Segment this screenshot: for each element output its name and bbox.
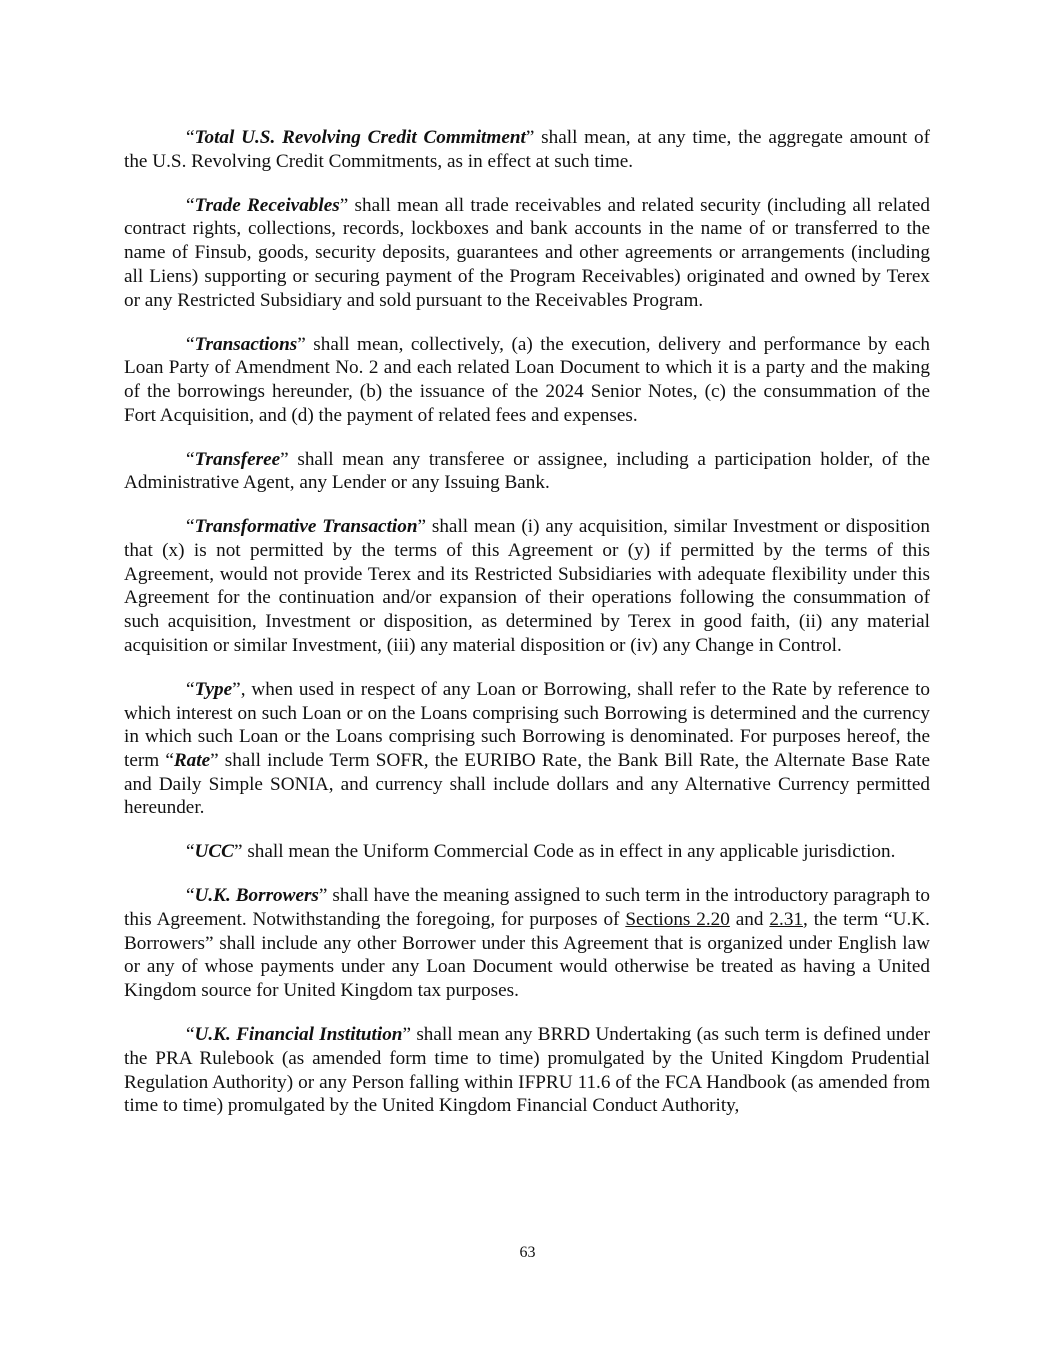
defined-term: U.K. Financial Institution [194,1024,403,1046]
defined-term: Trade Receivables [194,194,340,216]
defined-term: Type [194,678,233,700]
definition-uk-financial-institution: “U.K. Financial Institution” shall mean any BRRD Undertaking (as such term is defined under the PRA Rulebook (as amended form time to time) promulgated by the United Kingdom Prudential Regulation Authority) or any Person falling within IFPRU 11.6 of the FCA Handbook (as amended from time to time) promulgated by the United Kingdom Financial Conduct Authority, [124,1024,930,1117]
definition-transformative-transaction: “Transformative Transaction” shall mean (i) any acquisition, similar Investment or disposition that (x) is not permitted by the terms of this Agreement or (y) if permitted by the terms of this Agreement, would not provide Terex and its Restricted Subsidiaries with adequate flexibility under this Agreement for the continuation and/or expansion of their operations following the consummation of such acquisition, Investment or disposition, as determined by Terex in good faith, (ii) any material acquisition or similar Investment, (iii) any material disposition or (iv) any Change in Control. [124,516,930,656]
definition-text: shall mean, at any time, the aggregate amount of the U.S. Revolving Credit Commitments, as in effect at such time. [124,127,930,172]
definition-transferee: “Transferee” shall mean any transferee or assignee, including a participation holder, of the Administrative Agent, any Lender or any Issuing Bank. [124,448,930,494]
definition-text: , when used in respect of any Loan or Borrowing, shall refer to the Rate by reference to which interest on such Loan or on the Loans comprising such Borrowing is determined and the currency in which such Loan or the Loans comprising such Borrowing is denominated. For purposes hereof, the term “ [124,678,930,771]
definition-total-us-revolving-credit-commitment: “Total U.S. Revolving Credit Commitment” shall mean, at any time, the aggregate amount of the U.S. Revolving Credit Commitments, as in effect at such time. [124,127,930,172]
definition-text: shall mean, collectively, (a) the execution, delivery and performance by each Loan Party of Amendment No. 2 and each related Loan Document to which it is a party and the making of the borrowings hereunder, (b) the issuance of the 2024 Senior Notes, (c) the consummation of the Fort Acquisition, and (d) the payment of related fees and expenses. [124,333,930,426]
definition-text: shall mean all trade receivables and related security (including all related contract rights, collections, records, lockboxes and bank accounts in the name of or transferred to the name of Finsub, goods, security deposits, guarantees and other agreements or arrangements (including all Liens) supporting or securing payment of the Program Receivables) originated and owned by Terex or any Restricted Subsidiary and sold pursuant to the Receivables Program. [124,194,931,311]
defined-term: Transformative Transaction [194,516,418,538]
definition-text-continued: , the term “U.K. Borrowers” shall include any other Borrower under this Agreement that is organized under English law or any of whose payments under any Loan Document would otherwise be treated as having a United Kingdom source for United Kingdom tax purposes. [124,909,930,1002]
section-reference-link[interactable]: Sections 2.20 [625,909,730,931]
section-reference-link[interactable]: 2.31 [769,909,803,931]
definition-text: shall mean any transferee or assignee, including a participation holder, of the Administrative Agent, any Lender or any Issuing Bank. [124,448,930,494]
defined-term: Transferee [194,448,281,470]
definition-text-join: and [729,909,770,931]
definition-text-continued: ” shall include Term SOFR, the EURIBO Rate, the Bank Bill Rate, the Alternate Base Rate and Daily Simple SONIA, and currency shall include dollars and any Alternative Currency permitted hereunder. [124,749,930,819]
definition-transactions: “Transactions” shall mean, collectively, (a) the execution, delivery and performance by each Loan Party of Amendment No. 2 and each related Loan Document to which it is a party and the making of the borrowings hereunder, (b) the issuance of the 2024 Senior Notes, (c) the consummation of the Fort Acquisition, and (d) the payment of related fees and expenses. [124,333,930,426]
definition-ucc: “UCC” shall mean the Uniform Commercial Code as in effect in any applicable jurisdiction. [186,841,896,863]
definition-text: shall mean (i) any acquisition, similar Investment or disposition that (x) is not permitted by the terms of this Agreement or (y) if permitted by the terms of this Agreement, would not provide Terex and its Restricted Subsidiaries with adequate flexibility under this Agreement for the continuation and/or expansion of their operations following the consummation of such acquisition, Investment or disposition, as determined by Terex in good faith, (ii) any material acquisition or similar Investment, (iii) any material disposition or (iv) any Change in Control. [124,516,930,656]
document-page [124,126,930,1138]
defined-term: UCC [194,841,234,863]
defined-term: U.K. Borrowers [194,885,319,907]
definition-text: shall mean any BRRD Undertaking (as such term is defined under the PRA Rulebook (as amended form time to time) promulgated by the United Kingdom Prudential Regulation Authority) or any Person falling within IFPRU 11.6 of the FCA Handbook (as amended from time to time) promulgated by the United Kingdom Financial Conduct Authority, [124,1024,930,1117]
definition-trade-receivables: “Trade Receivables” shall mean all trade receivables and related security (including all related contract rights, collections, records, lockboxes and bank accounts in the name of or transferred to the name of Finsub, goods, security deposits, guarantees and other agreements or arrangements (including all Liens) supporting or securing payment of the Program Receivables) originated and owned by Terex or any Restricted Subsidiary and sold pursuant to the Receivables Program. [124,194,931,311]
definition-text: shall have the meaning assigned to such term in the introductory paragraph to this Agreement. Notwithstanding the foregoing, for purposes of [124,885,930,931]
definition-text: shall mean the Uniform Commercial Code as in effect in any applicable jurisdiction. [242,841,896,863]
page-number: 63 [519,1244,536,1261]
defined-term: Transactions [194,333,298,355]
definition-type: “Type”, when used in respect of any Loan or Borrowing, shall refer to the Rate by reference to which interest on such Loan or on the Loans comprising such Borrowing is determined and the currency in which such Loan or the Loans comprising such Borrowing is denominated. For purposes hereof, the term “Rate” shall include Term SOFR, the EURIBO Rate, the Bank Bill Rate, the Alternate Base Rate and Daily Simple SONIA, and currency shall include dollars and any Alternative Currency permitted hereunder. [124,678,930,819]
defined-term: Total U.S. Revolving Credit Commitment [194,127,526,148]
inner-defined-term: Rate [173,749,211,771]
definition-uk-borrowers: “U.K. Borrowers” shall have the meaning assigned to such term in the introductory paragraph to this Agreement. Notwithstanding the foregoing, for purposes of Sections 2.20 and 2.31, the term “U.K. Borrowers” shall include any other Borrower under this Agreement that is organized under English law or any of whose payments under any Loan Document would otherwise be treated as having a United Kingdom source for United Kingdom tax purposes. [124,885,930,1002]
